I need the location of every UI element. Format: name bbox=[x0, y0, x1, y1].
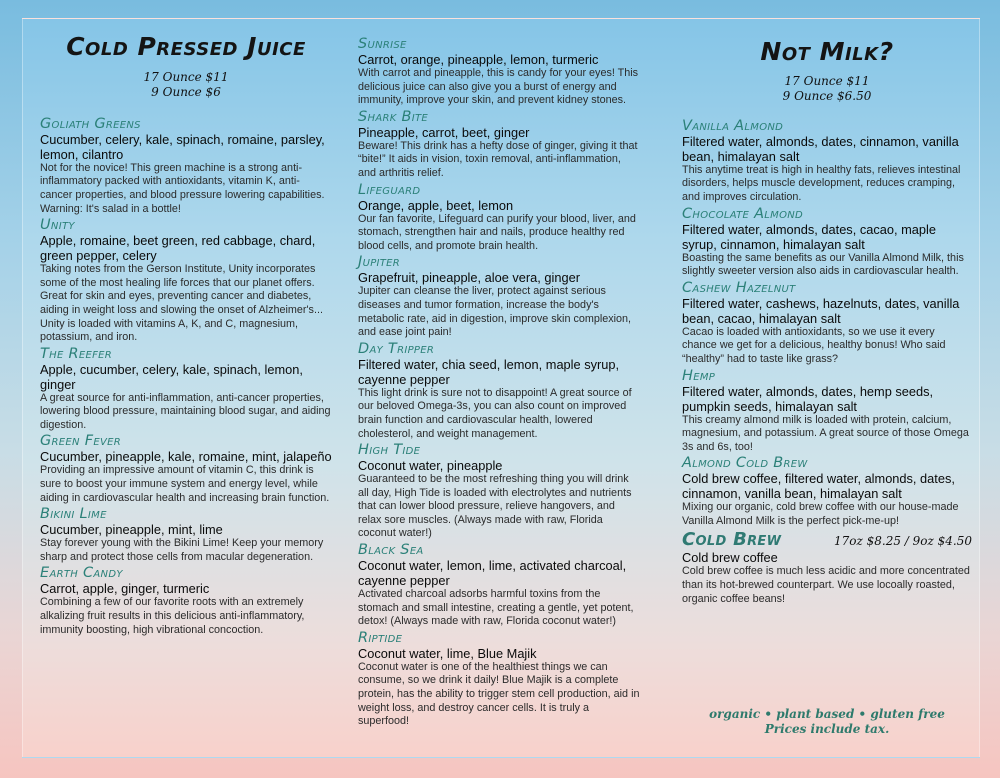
juice-item-name: The Reefer bbox=[40, 345, 113, 362]
notmilk-item-name: Vanilla Almond bbox=[682, 117, 784, 134]
juice-item bbox=[358, 542, 640, 629]
juice-item bbox=[358, 182, 640, 254]
juice-item bbox=[358, 109, 640, 181]
notmilk-item-description: Cacao is loaded with antioxidants, so we use it every chance we get for a delicious, healthy bonus! Who said “healthy” had to taste like grass? bbox=[682, 325, 946, 365]
juice-column-1 bbox=[40, 33, 332, 638]
notmilk-item bbox=[682, 118, 972, 205]
juice-item-ingredients: Orange, apple, beet, lemon bbox=[358, 197, 514, 213]
coldbrew-ingredients: Cold brew coffee bbox=[682, 550, 778, 566]
notmilk-item bbox=[682, 280, 972, 367]
juice-item-name: Shark Bite bbox=[358, 108, 429, 125]
juice-item-name: Green Fever bbox=[40, 433, 121, 450]
juice-item-ingredients: Apple, romaine, beet green, red cabbage, chard, green pepper, celery bbox=[40, 233, 316, 264]
juice-item-description: Stay forever young with the Bikini Lime! Keep your memory sharp and protect those cells from macular degeneration. bbox=[40, 537, 324, 563]
juice-item-name: Riptide bbox=[358, 629, 403, 646]
juice-item-description: Guaranteed to be the most refreshing thing you will drink all day, High Tide is loaded with electrolytes and nutrients that can lower blood pressure, relieve hangovers, and relax sore muscles. (Always made with raw, Florida coconut water!) bbox=[358, 473, 632, 540]
notmilk-title: Not Milk? bbox=[760, 37, 894, 66]
juice-list-col1 bbox=[40, 116, 332, 637]
juice-item bbox=[358, 341, 640, 441]
juice-item-ingredients: Carrot, orange, pineapple, lemon, turmeric bbox=[358, 52, 599, 67]
juice-item bbox=[358, 630, 640, 729]
notmilk-item-description: This creamy almond milk is loaded with protein, calcium, magnesium, and potassium. A great source of those Omega 3s and 6s, too! bbox=[682, 413, 969, 453]
juice-item-description: Not for the novice! This green machine is a strong anti-inflammatory packed with antioxidants, vitamin K, anti-cancer properties, and blood pressure lowering capabilities. Warning: It's salad in a bottle! bbox=[40, 161, 325, 215]
juice-item-name: Jupiter bbox=[358, 254, 401, 271]
juice-item-description: A great source for anti-inflammation, anti-cancer properties, lowering blood pressure, maintaining blood sugar, and aiding digestion. bbox=[40, 391, 331, 431]
juice-item-description: Providing an impressive amount of vitamin C, this drink is sure to boost your immune system and energy level, while aiding in cardiovascular health and increasing brain function. bbox=[40, 464, 330, 504]
notmilk-item bbox=[682, 206, 972, 279]
juice-item-description: With carrot and pineapple, this is candy for your eyes! This delicious juice can also give you a burst of energy and immunity, improve your skin, and prevent kidney stones. bbox=[358, 67, 639, 107]
juice-item-description: Our fan favorite, Lifeguard can purify your blood, liver, and stomach, strengthen hair and nails, produce healthy red blood cells, and promote brain health. bbox=[358, 212, 636, 252]
juice-item-name: Goliath Greens bbox=[40, 115, 141, 132]
notmilk-item-description: Mixing our organic, cold brew coffee with our house-made Vanilla Almond Milk is the perfect pick-me-up! bbox=[682, 501, 959, 527]
juice-item-description: Beware! This drink has a hefty dose of ginger, giving it that “bite!” It aids in vision, toxin removal, anti-inflammation, and arthritis relief. bbox=[358, 139, 638, 179]
notmilk-column bbox=[682, 38, 972, 607]
juice-item-name: Lifeguard bbox=[358, 181, 421, 198]
coldbrew-item bbox=[682, 530, 972, 606]
notmilk-list bbox=[682, 118, 972, 529]
juice-title: Cold Pressed Juice bbox=[66, 32, 306, 61]
footer bbox=[682, 707, 972, 737]
juice-item-ingredients: Pineapple, carrot, beet, ginger bbox=[358, 124, 530, 140]
juice-item-description: Activated charcoal adsorbs harmful toxins from the stomach and small intestine, creating a gentle, yet potent, detox! (Always made with raw, Florida coconut water!) bbox=[358, 588, 634, 628]
juice-item bbox=[40, 217, 332, 345]
juice-item bbox=[358, 254, 640, 339]
notmilk-item bbox=[682, 455, 972, 528]
juice-item bbox=[40, 116, 332, 216]
juice-price-17: 17 Ounce $11 bbox=[143, 69, 229, 84]
juice-item-description: Jupiter can cleanse the liver, protect against serious diseases and tumor formation, increase the body's metabolic rate, aid in digestion, improve skin complexion, and ease joint pain! bbox=[358, 285, 632, 339]
juice-item-description: Taking notes from the Gerson Institute, Unity incorporates some of the most healing life forces that our planet offers. Great for skin and eyes, preventing cancer and diabetes, aiding in weight loss and slowing the onset of Alzheimer's... Unity is loaded with vitamins A, K, and C, magnesium, potassium, and iron. bbox=[40, 263, 323, 344]
juice-item-name: Earth Candy bbox=[40, 565, 123, 582]
juice-item-description: Coconut water is one of the healthiest things we can consume, so we drink it daily! Blue Majik is a complete protein, has the ability to trigger stem cell production, aid in weight loss, and destroy cancer cells. It is truly a superfood! bbox=[358, 660, 640, 728]
juice-item-name: Day Tripper bbox=[358, 340, 435, 357]
notmilk-item-name: Almond Cold Brew bbox=[682, 455, 808, 472]
juice-item-name: High Tide bbox=[358, 442, 421, 459]
juice-item-ingredients: Cucumber, celery, kale, spinach, romaine, parsley, lemon, cilantro bbox=[40, 131, 325, 162]
juice-list-col2 bbox=[358, 36, 640, 729]
juice-item-name: Sunrise bbox=[358, 36, 407, 52]
juice-price-9: 9 Ounce $6 bbox=[151, 84, 221, 99]
notmilk-item-ingredients: Filtered water, almonds, dates, cacao, maple syrup, cinnamon, himalayan salt bbox=[682, 221, 936, 252]
footer-tax-note: Prices include tax. bbox=[764, 722, 890, 736]
notmilk-item-ingredients: Filtered water, almonds, dates, hemp seeds, pumpkin seeds, himalayan salt bbox=[682, 383, 934, 414]
juice-column-2 bbox=[358, 36, 640, 730]
notmilk-item-description: Boasting the same benefits as our Vanilla Almond Milk, this slightly sweeter version also aids in cardiovascular health. bbox=[682, 251, 964, 278]
juice-item bbox=[40, 506, 332, 564]
juice-item-name: Black Sea bbox=[358, 542, 424, 559]
notmilk-item-ingredients: Filtered water, cashews, hazelnuts, dates, vanilla bean, cacao, himalayan salt bbox=[682, 295, 960, 326]
footer-tagline: organic • plant based • gluten free bbox=[709, 707, 945, 721]
juice-item bbox=[358, 36, 640, 108]
notmilk-item bbox=[682, 368, 972, 455]
juice-item bbox=[40, 433, 332, 505]
juice-item bbox=[40, 346, 332, 433]
juice-item-ingredients: Carrot, apple, ginger, turmeric bbox=[40, 581, 210, 597]
juice-item-ingredients: Coconut water, lime, Blue Majik bbox=[358, 645, 537, 661]
notmilk-item-ingredients: Cold brew coffee, filtered water, almonds, dates, cinnamon, vanilla bean, himalayan salt bbox=[682, 471, 955, 502]
coldbrew-description: Cold brew coffee is much less acidic and more concentrated than its hot-brewed counterpart. We use locoally roasted, organic coffee beans! bbox=[682, 565, 970, 605]
juice-item-ingredients: Filtered water, chia seed, lemon, maple syrup, cayenne pepper bbox=[358, 356, 620, 387]
coldbrew-price: 17oz $8.25 / 9oz $4.50 bbox=[833, 534, 972, 549]
notmilk-item-name: Hemp bbox=[682, 367, 716, 384]
notmilk-item-name: Chocolate Almond bbox=[682, 205, 804, 222]
juice-item-ingredients: Apple, cucumber, celery, kale, spinach, lemon, ginger bbox=[40, 361, 303, 392]
juice-item-ingredients: Coconut water, lemon, lime, activated charcoal, cayenne pepper bbox=[358, 558, 627, 589]
juice-item bbox=[358, 442, 640, 541]
notmilk-item-description: This anytime treat is high in healthy fats, relieves intestinal disorders, helps muscle development, reduces cramping, and improves circulation. bbox=[682, 163, 961, 203]
juice-item-description: Combining a few of our favorite roots with an extremely alkalizing fruit results in this delicious anti-inflammatory, immunity boosting, high vibrational concoction. bbox=[40, 596, 305, 636]
juice-item-name: Unity bbox=[40, 217, 75, 234]
juice-item-ingredients: Coconut water, pineapple bbox=[358, 458, 503, 474]
notmilk-price-17: 17 Ounce $11 bbox=[784, 73, 870, 88]
juice-item-ingredients: Grapefruit, pineapple, aloe vera, ginger bbox=[358, 270, 580, 286]
notmilk-item-name: Cashew Hazelnut bbox=[682, 279, 796, 296]
juice-item-name: Bikini Lime bbox=[40, 506, 107, 523]
juice-item-ingredients: Cucumber, pineapple, mint, lime bbox=[40, 522, 223, 538]
juice-item-description: This light drink is sure not to disappoint! A great source of our beloved Omega-3s, you can also count on improved brain function and cardiovascular health, lowered cholesterol, and weight management. bbox=[358, 386, 632, 440]
coldbrew-name: Cold Brew bbox=[682, 529, 782, 551]
juice-item-ingredients: Cucumber, pineapple, kale, romaine, mint, jalapeño bbox=[40, 449, 332, 465]
notmilk-price-9: 9 Ounce $6.50 bbox=[782, 88, 872, 103]
juice-item bbox=[40, 565, 332, 637]
notmilk-item-ingredients: Filtered water, almonds, dates, cinnamon, vanilla bean, himalayan salt bbox=[682, 133, 959, 164]
